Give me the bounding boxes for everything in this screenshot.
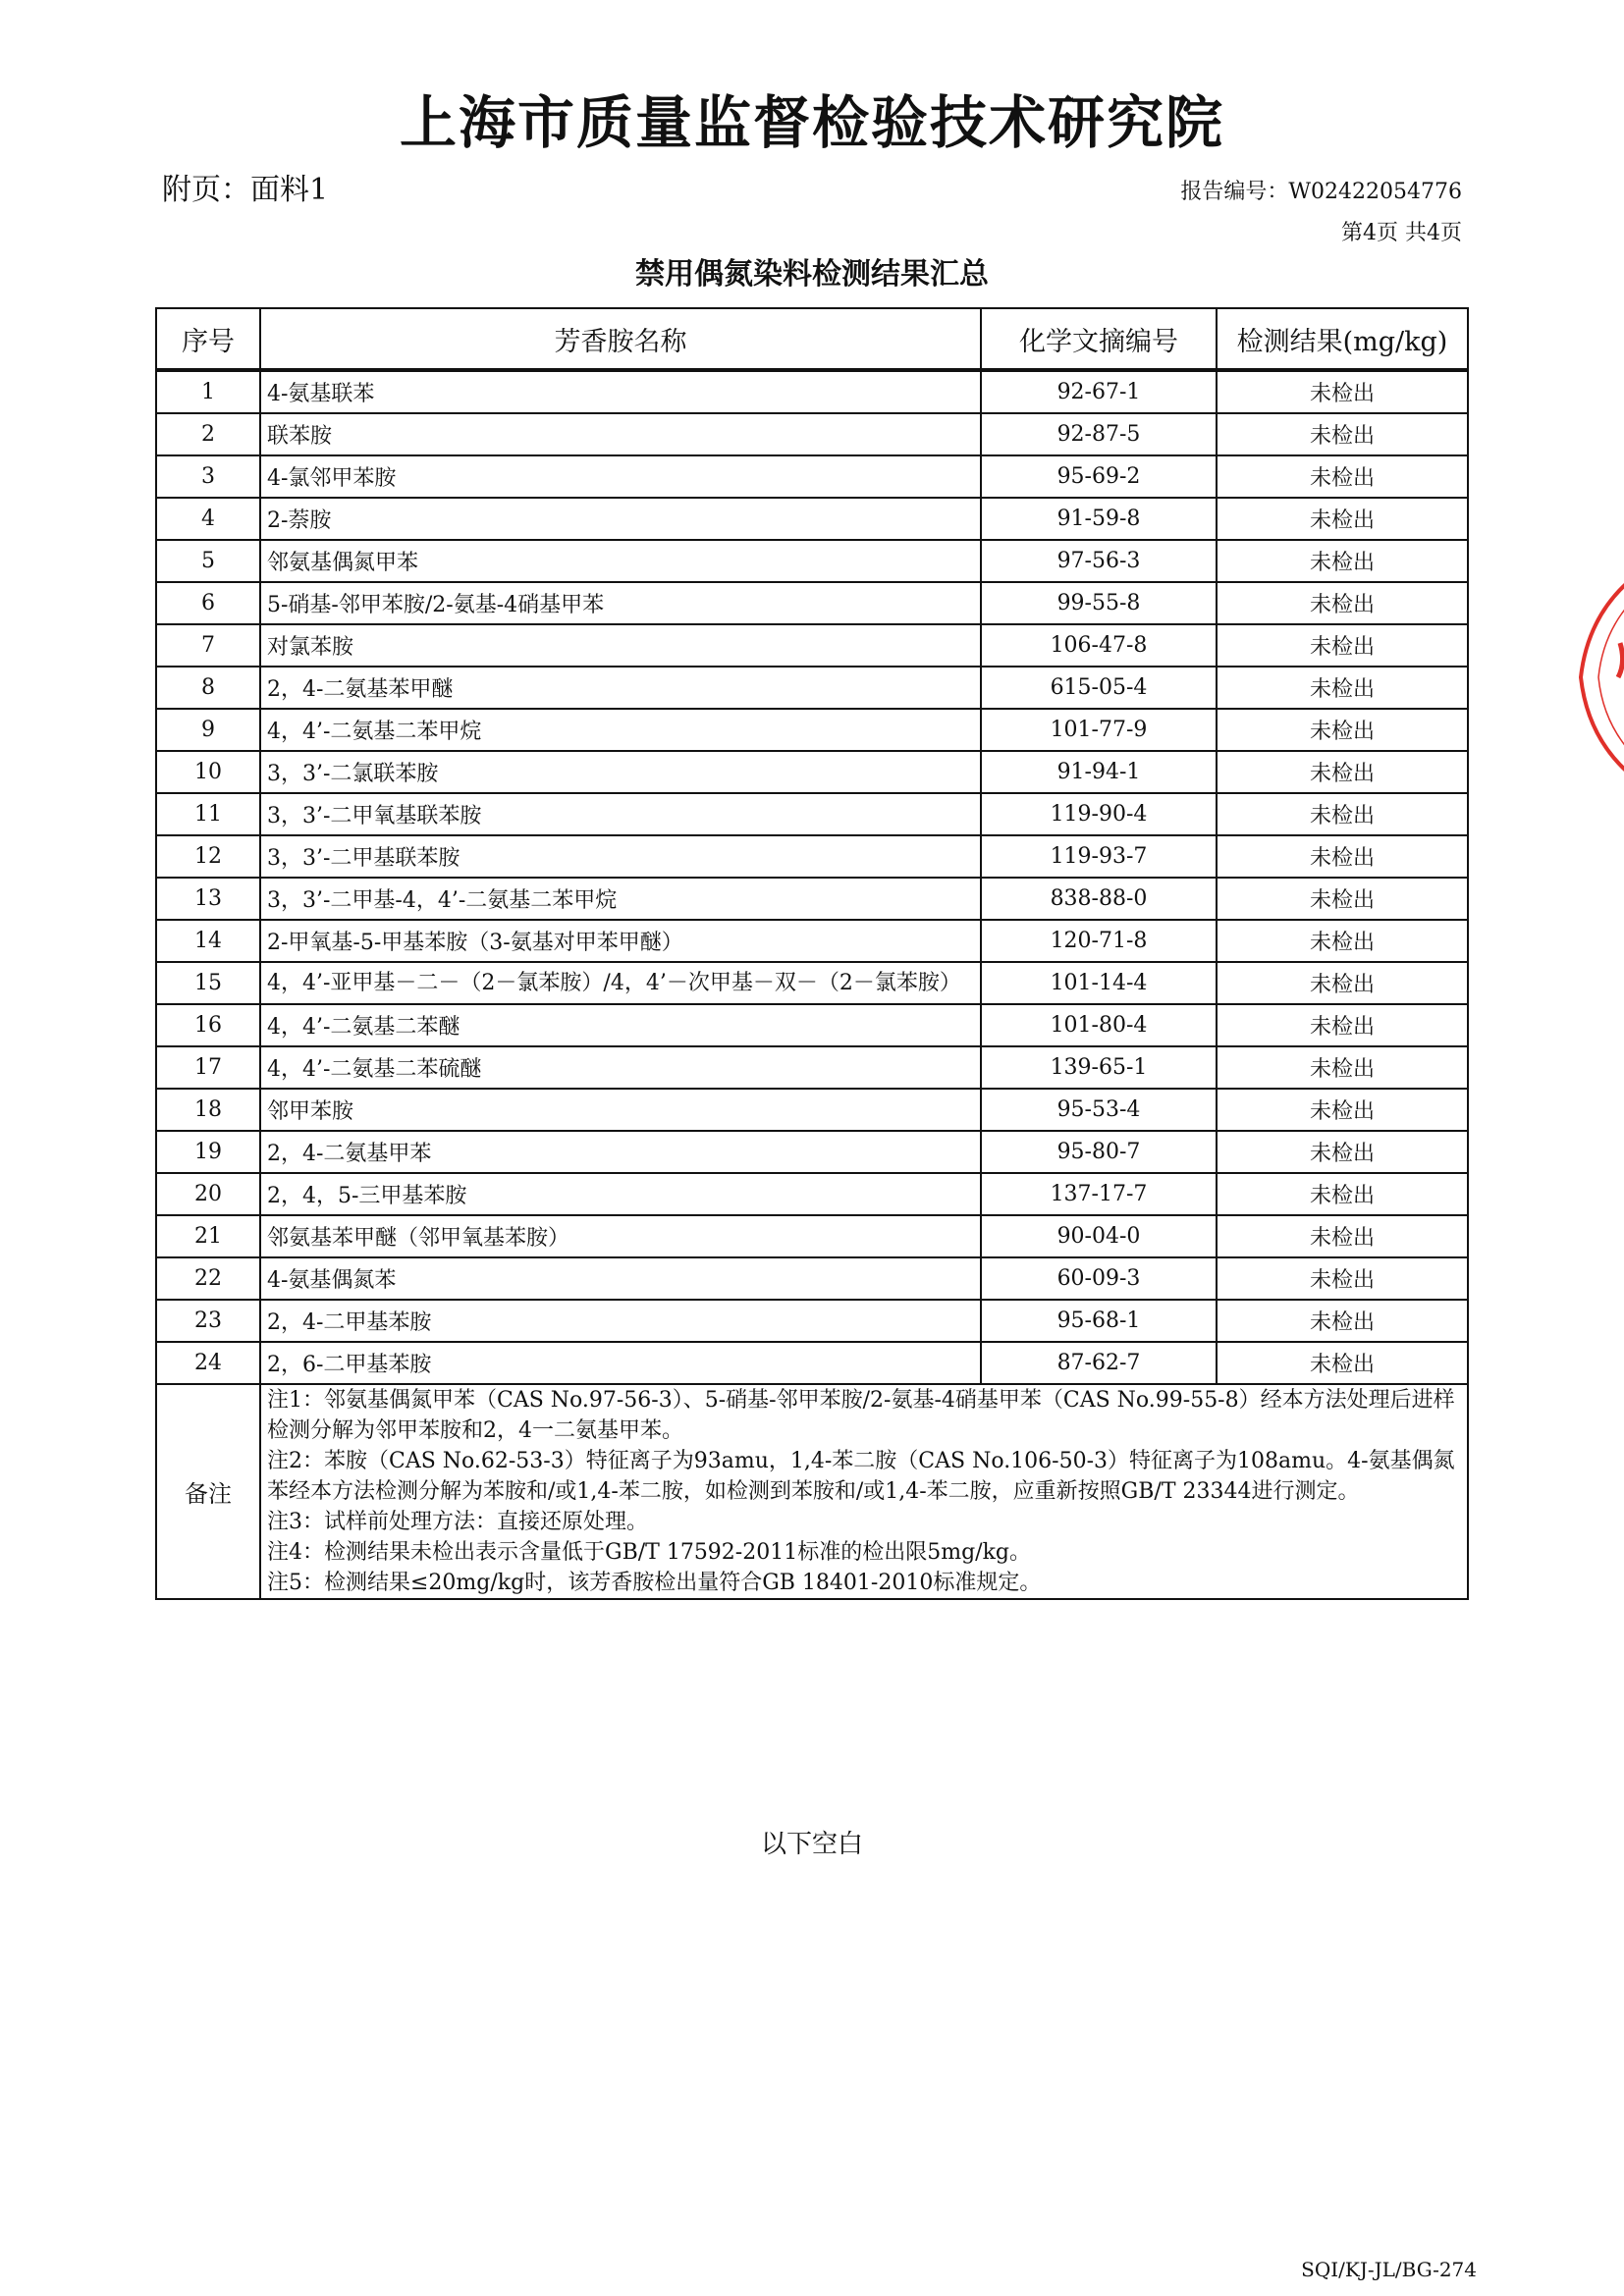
row-result: 未检出 — [1217, 540, 1468, 582]
row-aromatic-amine-name: 4，4’-二氨基二苯甲烷 — [260, 709, 981, 751]
row-result: 未检出 — [1217, 1342, 1468, 1384]
remark-note: 注1：邻氨基偶氮甲苯（CAS No.97-56-3）、5-硝基-邻甲苯胺/2-氨基-4硝基甲苯（CAS No.99-55-8）经本方法处理后进样检测分解为邻甲苯胺和2，4一二氨基甲苯。 — [267, 1388, 1455, 1443]
row-aromatic-amine-name: 4，4’-亚甲基－二－（2－氯苯胺）/4，4’－次甲基－双－（2－氯苯胺） — [260, 962, 981, 1004]
remark-note: 注5：检测结果≤20mg/kg时，该芳香胺检出量符合GB 18401-2010标准规定。 — [267, 1571, 1042, 1595]
table-row — [156, 1131, 1468, 1173]
table-row — [156, 1300, 1468, 1342]
row-seq: 24 — [156, 1342, 260, 1384]
row-result: 未检出 — [1217, 413, 1468, 455]
row-result: 未检出 — [1217, 793, 1468, 835]
row-seq: 20 — [156, 1173, 260, 1215]
table-row — [156, 540, 1468, 582]
row-aromatic-amine-name: 2，4-二氨基甲苯 — [260, 1131, 981, 1173]
table-row — [156, 370, 1468, 413]
page-number: 第4页 共4页 — [1341, 221, 1462, 245]
row-cas-number: 95-68-1 — [981, 1300, 1217, 1342]
table-row — [156, 1257, 1468, 1300]
row-seq: 14 — [156, 920, 260, 962]
row-seq: 19 — [156, 1131, 260, 1173]
row-seq: 13 — [156, 878, 260, 920]
row-cas-number: 95-80-7 — [981, 1131, 1217, 1173]
row-aromatic-amine-name: 3，3’-二甲基联苯胺 — [260, 835, 981, 878]
row-aromatic-amine-name: 4，4’-二氨基二苯硫醚 — [260, 1046, 981, 1089]
row-aromatic-amine-name: 邻氨基偶氮甲苯 — [260, 540, 981, 582]
table-row — [156, 793, 1468, 835]
row-result: 未检出 — [1217, 1215, 1468, 1257]
row-cas-number: 90-04-0 — [981, 1215, 1217, 1257]
row-seq: 23 — [156, 1300, 260, 1342]
report-number: 报告编号：W02422054776 — [1180, 180, 1462, 204]
row-cas-number: 119-93-7 — [981, 835, 1217, 878]
row-cas-number: 838-88-0 — [981, 878, 1217, 920]
row-cas-number: 91-94-1 — [981, 751, 1217, 793]
remarks-row — [156, 1384, 1468, 1599]
row-aromatic-amine-name: 4-氨基联苯 — [260, 370, 981, 413]
table-row — [156, 962, 1468, 1004]
row-result: 未检出 — [1217, 835, 1468, 878]
row-aromatic-amine-name: 2，4-二氨基苯甲醚 — [260, 667, 981, 709]
appendix-label: 附页：面料1 — [162, 173, 329, 207]
row-result: 未检出 — [1217, 1089, 1468, 1131]
row-result: 未检出 — [1217, 498, 1468, 540]
row-aromatic-amine-name: 邻氨基苯甲醚（邻甲氧基苯胺） — [260, 1215, 981, 1257]
row-cas-number: 95-69-2 — [981, 455, 1217, 498]
table-row — [156, 1173, 1468, 1215]
column-header-name: 芳香胺名称 — [260, 308, 981, 370]
inspection-seal-fragment — [1561, 530, 1624, 825]
table-row — [156, 455, 1468, 498]
row-cas-number: 91-59-8 — [981, 498, 1217, 540]
row-aromatic-amine-name: 2，4-二甲基苯胺 — [260, 1300, 981, 1342]
row-cas-number: 139-65-1 — [981, 1046, 1217, 1089]
row-cas-number: 120-71-8 — [981, 920, 1217, 962]
blank-below-mark: 以下空白 — [760, 1830, 863, 1859]
row-cas-number: 615-05-4 — [981, 667, 1217, 709]
table-row — [156, 582, 1468, 624]
row-cas-number: 95-53-4 — [981, 1089, 1217, 1131]
row-aromatic-amine-name: 2，4，5-三甲基苯胺 — [260, 1173, 981, 1215]
results-table — [155, 307, 1469, 1600]
form-code: SQI/KJ-JL/BG-274 — [1301, 2258, 1477, 2281]
table-row — [156, 1089, 1468, 1131]
column-header-cas: 化学文摘编号 — [981, 308, 1217, 370]
row-result: 未检出 — [1217, 1257, 1468, 1300]
row-cas-number: 99-55-8 — [981, 582, 1217, 624]
row-seq: 7 — [156, 624, 260, 667]
table-title: 禁用偶氮染料检测结果汇总 — [635, 257, 989, 292]
table-row — [156, 751, 1468, 793]
row-seq: 16 — [156, 1004, 260, 1046]
row-seq: 12 — [156, 835, 260, 878]
row-result: 未检出 — [1217, 709, 1468, 751]
row-seq: 5 — [156, 540, 260, 582]
row-cas-number: 101-77-9 — [981, 709, 1217, 751]
row-aromatic-amine-name: 2-萘胺 — [260, 498, 981, 540]
table-row — [156, 667, 1468, 709]
row-cas-number: 101-14-4 — [981, 962, 1217, 1004]
row-result: 未检出 — [1217, 1004, 1468, 1046]
remark-note: 注2：苯胺（CAS No.62-53-3）特征离子为93amu，1,4-苯二胺（CAS No.106-50-3）特征离子为108amu。4-氨基偶氮苯经本方法检测分解为苯胺和/或1,4-苯二胺，如检测到苯胺和/或1,4-苯二胺，应重新按照GB/T 23344进行测定。 — [267, 1449, 1455, 1504]
row-cas-number: 137-17-7 — [981, 1173, 1217, 1215]
row-cas-number: 101-80-4 — [981, 1004, 1217, 1046]
table-row — [156, 498, 1468, 540]
table-row — [156, 1215, 1468, 1257]
row-seq: 10 — [156, 751, 260, 793]
column-header-seq: 序号 — [156, 308, 260, 370]
row-cas-number: 92-67-1 — [981, 370, 1217, 413]
row-result: 未检出 — [1217, 1046, 1468, 1089]
row-seq: 2 — [156, 413, 260, 455]
table-row — [156, 878, 1468, 920]
row-seq: 6 — [156, 582, 260, 624]
table-row — [156, 413, 1468, 455]
row-aromatic-amine-name: 2，6-二甲基苯胺 — [260, 1342, 981, 1384]
row-result: 未检出 — [1217, 455, 1468, 498]
row-cas-number: 97-56-3 — [981, 540, 1217, 582]
table-row — [156, 709, 1468, 751]
row-seq: 8 — [156, 667, 260, 709]
row-seq: 17 — [156, 1046, 260, 1089]
remarks-label: 备注 — [156, 1384, 260, 1599]
row-cas-number: 106-47-8 — [981, 624, 1217, 667]
row-aromatic-amine-name: 3，3’-二氯联苯胺 — [260, 751, 981, 793]
row-cas-number: 119-90-4 — [981, 793, 1217, 835]
table-row — [156, 835, 1468, 878]
row-aromatic-amine-name: 4-氯邻甲苯胺 — [260, 455, 981, 498]
row-seq: 18 — [156, 1089, 260, 1131]
row-result: 未检出 — [1217, 920, 1468, 962]
row-seq: 9 — [156, 709, 260, 751]
row-aromatic-amine-name: 5-硝基-邻甲苯胺/2-氨基-4硝基甲苯 — [260, 582, 981, 624]
row-result: 未检出 — [1217, 667, 1468, 709]
row-aromatic-amine-name: 3，3’-二甲氧基联苯胺 — [260, 793, 981, 835]
table-header-row — [156, 308, 1468, 370]
row-seq: 3 — [156, 455, 260, 498]
table-row — [156, 1342, 1468, 1384]
row-aromatic-amine-name: 对氯苯胺 — [260, 624, 981, 667]
column-header-result: 检测结果(mg/kg) — [1217, 308, 1468, 370]
remark-note: 注4：检测结果未检出表示含量低于GB/T 17592-2011标准的检出限5mg/kg。 — [267, 1540, 1031, 1565]
row-seq: 1 — [156, 370, 260, 413]
row-cas-number: 87-62-7 — [981, 1342, 1217, 1384]
row-result: 未检出 — [1217, 878, 1468, 920]
row-result: 未检出 — [1217, 582, 1468, 624]
row-seq: 21 — [156, 1215, 260, 1257]
row-aromatic-amine-name: 邻甲苯胺 — [260, 1089, 981, 1131]
table-row — [156, 1046, 1468, 1089]
row-result: 未检出 — [1217, 1300, 1468, 1342]
row-cas-number: 92-87-5 — [981, 413, 1217, 455]
row-result: 未检出 — [1217, 962, 1468, 1004]
row-result: 未检出 — [1217, 624, 1468, 667]
row-aromatic-amine-name: 4，4’-二氨基二苯醚 — [260, 1004, 981, 1046]
row-result: 未检出 — [1217, 370, 1468, 413]
row-seq: 11 — [156, 793, 260, 835]
row-seq: 22 — [156, 1257, 260, 1300]
row-aromatic-amine-name: 3，3’-二甲基-4，4’-二氨基二苯甲烷 — [260, 878, 981, 920]
table-row — [156, 1004, 1468, 1046]
row-cas-number: 60-09-3 — [981, 1257, 1217, 1300]
row-result: 未检出 — [1217, 1131, 1468, 1173]
remarks-content — [260, 1384, 1468, 1599]
row-result: 未检出 — [1217, 1173, 1468, 1215]
row-seq: 4 — [156, 498, 260, 540]
row-aromatic-amine-name: 2-甲氧基-5-甲基苯胺（3-氨基对甲苯甲醚） — [260, 920, 981, 962]
table-body — [156, 370, 1468, 1384]
table-row — [156, 624, 1468, 667]
institute-title: 上海市质量监督检验技术研究院 — [399, 89, 1224, 156]
row-result: 未检出 — [1217, 751, 1468, 793]
remark-note: 注3：试样前处理方法：直接还原处理。 — [267, 1510, 648, 1534]
table-row — [156, 920, 1468, 962]
row-aromatic-amine-name: 4-氨基偶氮苯 — [260, 1257, 981, 1300]
row-seq: 15 — [156, 962, 260, 1004]
row-aromatic-amine-name: 联苯胺 — [260, 413, 981, 455]
